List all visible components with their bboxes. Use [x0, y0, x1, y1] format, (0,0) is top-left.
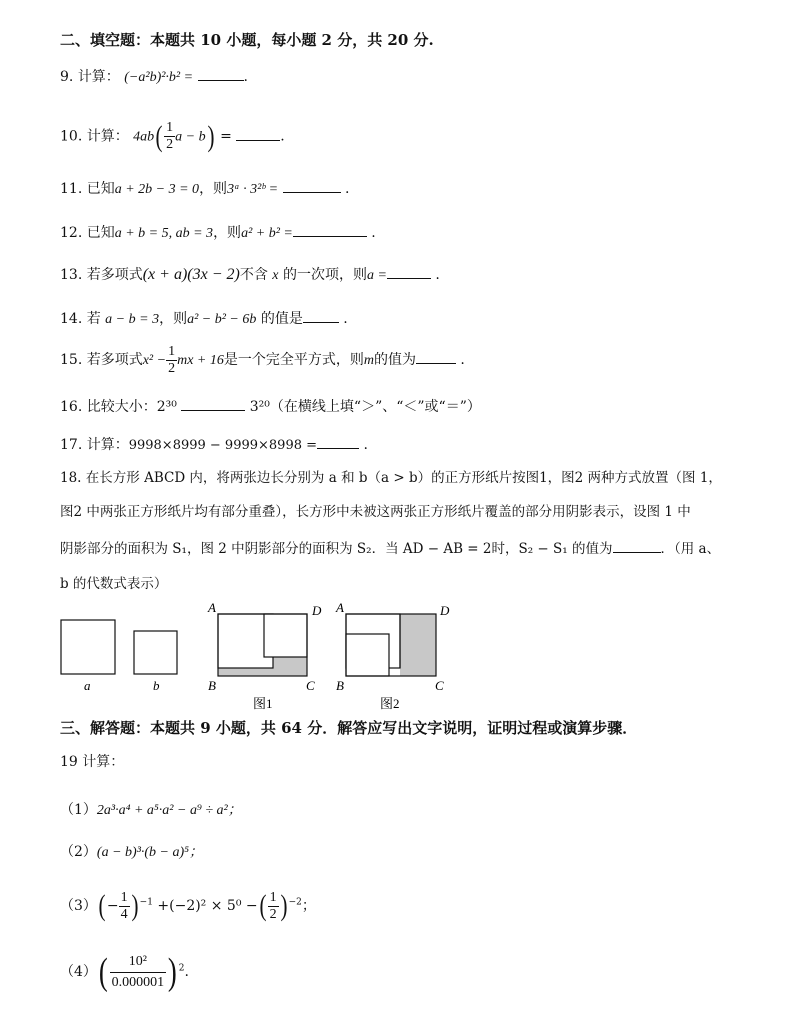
q19-p2-label: （2） — [60, 844, 97, 860]
q19-number: 19 — [60, 754, 78, 770]
question-13: 13. 若多项式(x + a)(3x − 2)不含 x 的一次项，则a = . — [60, 266, 440, 283]
q19-p4-label: （4） — [60, 964, 97, 980]
figure-1 — [207, 600, 322, 711]
q15-number: 15. — [60, 352, 83, 368]
q15-answer-blank[interactable] — [416, 349, 456, 364]
q18-text-line3: 阴影部分的面积为 S₁，图 2 中阴影部分的面积为 S₂．当 AD − AB = 2时，S₂ − S₁ 的值为 — [60, 541, 613, 557]
question-10: 10. 计算： 4ab( $\frac{1}{2}$ a − b) = . — [60, 119, 285, 153]
q9-label: 计算： — [77, 69, 120, 85]
q16-left: 2³⁰ — [156, 399, 177, 415]
q15-text-post: 的值为 — [373, 352, 416, 368]
q16-note: （在横线上填“＞”、“＜”或“＝”） — [269, 399, 481, 415]
q11-expression: 3ᵃ · 3²ᵇ = — [227, 182, 279, 197]
q11-answer-blank[interactable] — [283, 178, 341, 193]
q10-answer-blank[interactable] — [236, 126, 280, 141]
question-11: 11. 已知a + 2b − 3 = 0，则3ᵃ · 3²ᵇ = . — [60, 178, 349, 200]
q15-expr-pre: x² − — [142, 353, 167, 368]
q12-answer-blank[interactable] — [293, 222, 367, 237]
q16-label: 比较大小： — [86, 399, 157, 415]
fig1-vertex-B: B — [208, 678, 216, 693]
q10-rest: a − b — [175, 129, 206, 145]
q17-number: 17. — [60, 437, 83, 453]
q14-answer-blank[interactable] — [303, 308, 339, 323]
q17-label: 计算： — [86, 437, 129, 453]
figure-2 — [335, 600, 450, 711]
q13-number: 13. — [60, 267, 83, 283]
fig1-vertex-C: C — [306, 678, 315, 693]
fig2-caption: 图2 — [380, 696, 400, 711]
square-b-label: b — [153, 678, 160, 693]
q10-label: 计算： — [86, 128, 129, 145]
q11-text-mid: ，则 — [199, 181, 228, 197]
fig1-square-b — [264, 614, 307, 657]
q10-number: 10. — [60, 128, 83, 145]
q13-answer-blank[interactable] — [387, 264, 431, 279]
q19-p1-expression: 2a³·a⁴ + a⁵·a² − a⁹ ÷ a²； — [96, 803, 242, 818]
q18-text-line3-post: ．（用 a、 — [660, 541, 721, 557]
q18-figure — [0, 596, 798, 714]
section2-header: 二、填空题：本题共 10 小题，每小题 2 分，共 20 分. — [60, 31, 434, 49]
q14-text-post: 的值是 — [260, 311, 303, 327]
q19-p3-middle: +(−2)² × 5⁰ − — [157, 898, 258, 914]
square-b — [134, 631, 177, 674]
q13-text-mid: 不含 — [239, 267, 268, 283]
q15-text-mid: 是一个完全平方式，则 — [223, 352, 364, 368]
q13-expression: (x + a)(3x − 2) — [142, 266, 240, 283]
fig1-vertex-A: A — [208, 600, 216, 615]
q19-part-3: （3）( − $\frac{1}{4}$ ) $^{-1}$ +(−2)² × 5⁰ −( $\frac{1}{2}$ ) $^{-2}$； — [60, 889, 316, 922]
q19-p2-expression: (a − b)³·(b − a)⁵； — [96, 845, 204, 860]
square-a — [61, 620, 115, 674]
q10-coef: 4ab — [133, 129, 155, 145]
question-14: 14. 若 a − b = 3，则a² − b² − 6b 的值是 . — [60, 308, 348, 330]
square-a-label: a — [84, 678, 91, 693]
q19-part-2 — [60, 842, 203, 863]
q19-part-4: （4）( $\frac{\text{10²}}{0.000001}$ ) $^2$. — [60, 951, 189, 993]
q12-text-mid: ，则 — [213, 225, 242, 241]
q19-label: 计算： — [82, 754, 125, 770]
fig2-vertex-C: C — [435, 678, 444, 693]
question-18-line4: b 的代数式表示） — [60, 576, 168, 592]
question-18-line2: 图2 中两张正方形纸片均有部分重叠），长方形中未被这两张正方形纸片覆盖的部分用阴影表示，设图 1 中 — [60, 504, 691, 520]
question-12: 12. 已知a + b = 5, ab = 3，则a² + b² = . — [60, 222, 376, 244]
q9-answer-blank[interactable] — [198, 66, 244, 81]
q15-text-pre: 若多项式 — [86, 352, 143, 368]
q13-var: x — [272, 268, 279, 283]
question-9: 9. 计算： (−a²b)²·b² = . — [60, 66, 248, 88]
question-18-line1 — [60, 468, 722, 488]
q18-answer-blank[interactable] — [613, 538, 661, 553]
q19-p3-end: ； — [301, 898, 316, 914]
q10-equals: = — [220, 128, 232, 145]
q11-text-pre: 已知 — [86, 181, 115, 197]
q19-p3-label: （3） — [60, 898, 97, 914]
q19-part-1 — [60, 800, 242, 821]
q14-condition: a − b = 3 — [105, 312, 160, 327]
q12-expression: a² + b² = — [241, 226, 293, 241]
question-15: 15. 若多项式x² − $\frac{1}{2}$ mx + 16是一个完全平方式，则m的值为 . — [60, 343, 465, 376]
fig2-vertex-A: A — [336, 600, 344, 615]
q18-text-line1: 在长方形 ABCD 内，将两张边长分别为 a 和 b（a > b）的正方形纸片按图1，图2 两种方式放置（图 1， — [85, 470, 722, 486]
question-17: 17. 计算：9998×8999 − 9999×8998 = . — [60, 434, 368, 456]
q9-expression: (−a²b)²·b² = — [124, 70, 194, 85]
section3-header: 三、解答题：本题共 9 小题，共 64 分．解答应写出文字说明，证明过程或演算步骤． — [60, 719, 638, 737]
q18-number: 18. — [60, 470, 82, 486]
q16-right: 3²⁰ — [249, 399, 270, 415]
q12-condition: a + b = 5, ab = 3 — [114, 226, 214, 241]
q12-number: 12. — [60, 225, 83, 241]
q11-condition: a + 2b − 3 = 0 — [114, 182, 200, 197]
q14-expression: a² − b² − 6b — [187, 312, 257, 327]
q17-expression: 9998×8999 − 9999×8998 = — [128, 438, 318, 453]
q19-p3-frac2: $\frac{1}{2}$ — [269, 889, 277, 922]
q16-number: 16. — [60, 399, 83, 415]
q19-p4-end: . — [184, 964, 189, 980]
q15-var: m — [363, 353, 374, 368]
q11-number: 11. — [60, 181, 83, 197]
question-18-line3 — [60, 538, 720, 559]
fig1-vertex-D: D — [312, 603, 322, 618]
q9-number: 9. — [60, 69, 74, 85]
q15-fraction: $\frac{1}{2}$ — [168, 343, 176, 376]
q14-number: 14. — [60, 311, 83, 327]
q16-answer-blank[interactable] — [181, 396, 245, 411]
q17-answer-blank[interactable] — [317, 434, 359, 449]
question-16 — [60, 396, 481, 417]
q13-answer-var: a = — [366, 268, 387, 283]
q14-text-mid: ，则 — [159, 311, 188, 327]
q15-expr-post: mx + 16 — [177, 353, 224, 368]
fig2-square-b — [346, 634, 389, 676]
q19-p3-frac1: $\frac{1}{4}$ — [120, 889, 128, 922]
q13-text-post: 的一次项，则 — [282, 267, 367, 283]
fig2-vertex-B: B — [336, 678, 344, 693]
q19-p4-fraction: $\frac{\text{10²}}{0.000001}$ — [111, 953, 165, 990]
q13-text-pre: 若多项式 — [86, 267, 143, 283]
fig1-caption: 图1 — [253, 696, 273, 711]
q14-text-pre: 若 — [86, 311, 101, 327]
q19-p1-label: （1） — [60, 802, 97, 818]
q12-text-pre: 已知 — [86, 225, 115, 241]
fig2-vertex-D: D — [440, 603, 450, 618]
question-19 — [60, 752, 124, 772]
q10-fraction: $\frac{1}{2}$ — [166, 120, 174, 152]
